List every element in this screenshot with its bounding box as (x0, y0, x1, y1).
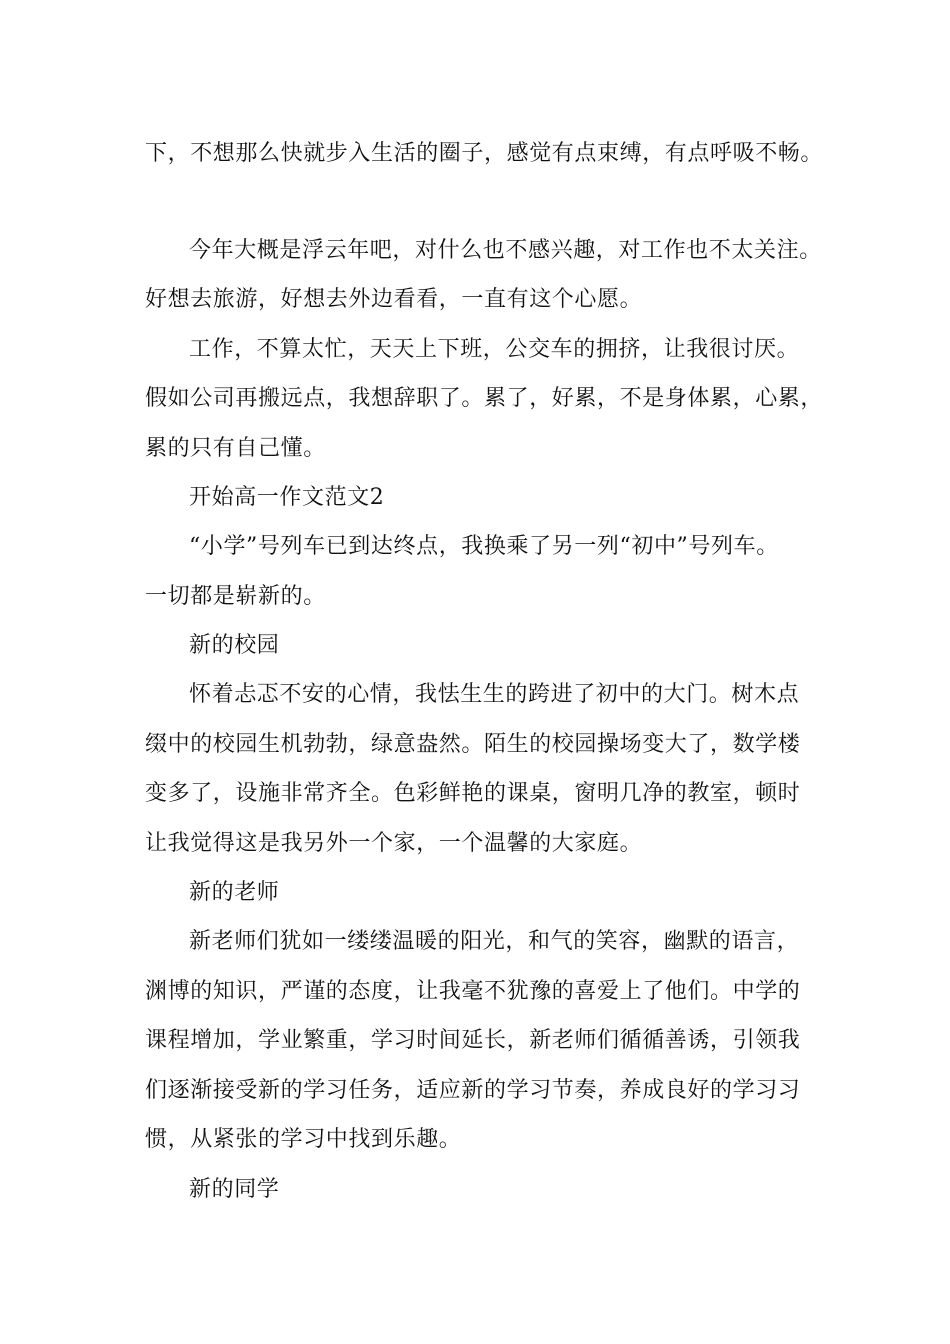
text-line-4: 工作，不算太忙，天天上下班，公交车的拥挤，让我很讨厌。 (189, 337, 800, 362)
text-line-5: 假如公司再搬远点，我想辞职了。累了，好累，不是身体累，心累， (145, 386, 824, 411)
text-line-11: 怀着忐忑不安的心情，我怯生生的跨进了初中的大门。树木点 (189, 682, 800, 707)
text-line-6: 累的只有自己懂。 (145, 436, 326, 461)
text-line-16: 新老师们犹如一缕缕温暖的阳光，和气的笑容，幽默的语言， (189, 929, 800, 954)
subheading-new-classmates: 新的同学 (189, 1177, 280, 1202)
subheading-new-teachers: 新的老师 (189, 880, 280, 905)
text-line-17: 渊博的知识，严谨的态度，让我毫不犹豫的喜爱上了他们。中学的 (145, 979, 801, 1004)
text-line-14: 让我觉得这是我另外一个家，一个温馨的大家庭。 (145, 831, 643, 856)
subheading-new-campus: 新的校园 (189, 633, 280, 658)
text-line-2: 今年大概是浮云年吧，对什么也不感兴趣，对工作也不太关注。 (189, 238, 822, 263)
text-line-1: 下，不想那么快就步入生活的圈子，感觉有点束缚，有点呼吸不畅。 (145, 141, 824, 166)
text-line-19: 们逐渐接受新的学习任务，适应新的学习节奏，养成良好的学习习 (145, 1078, 801, 1103)
text-line-12: 缀中的校园生机勃勃，绿意盎然。陌生的校园操场变大了，数学楼 (145, 732, 801, 757)
section-heading-essay-2: 开始高一作文范文2 (189, 485, 385, 510)
text-line-18: 课程增加，学业繁重，学习时间延长，新老师们循循善诱，引领我 (145, 1028, 801, 1053)
text-line-20: 惯，从紧张的学习中找到乐趣。 (145, 1127, 462, 1152)
text-line-9: 一切都是崭新的。 (145, 584, 326, 609)
text-line-13: 变多了，设施非常齐全。色彩鲜艳的课桌，窗明几净的教室，顿时 (145, 781, 801, 806)
text-line-8: “小学”号列车已到达终点，我换乘了另一列“初中”号列车。 (189, 534, 779, 559)
text-line-3: 好想去旅游，好想去外边看看，一直有这个心愿。 (145, 287, 643, 312)
